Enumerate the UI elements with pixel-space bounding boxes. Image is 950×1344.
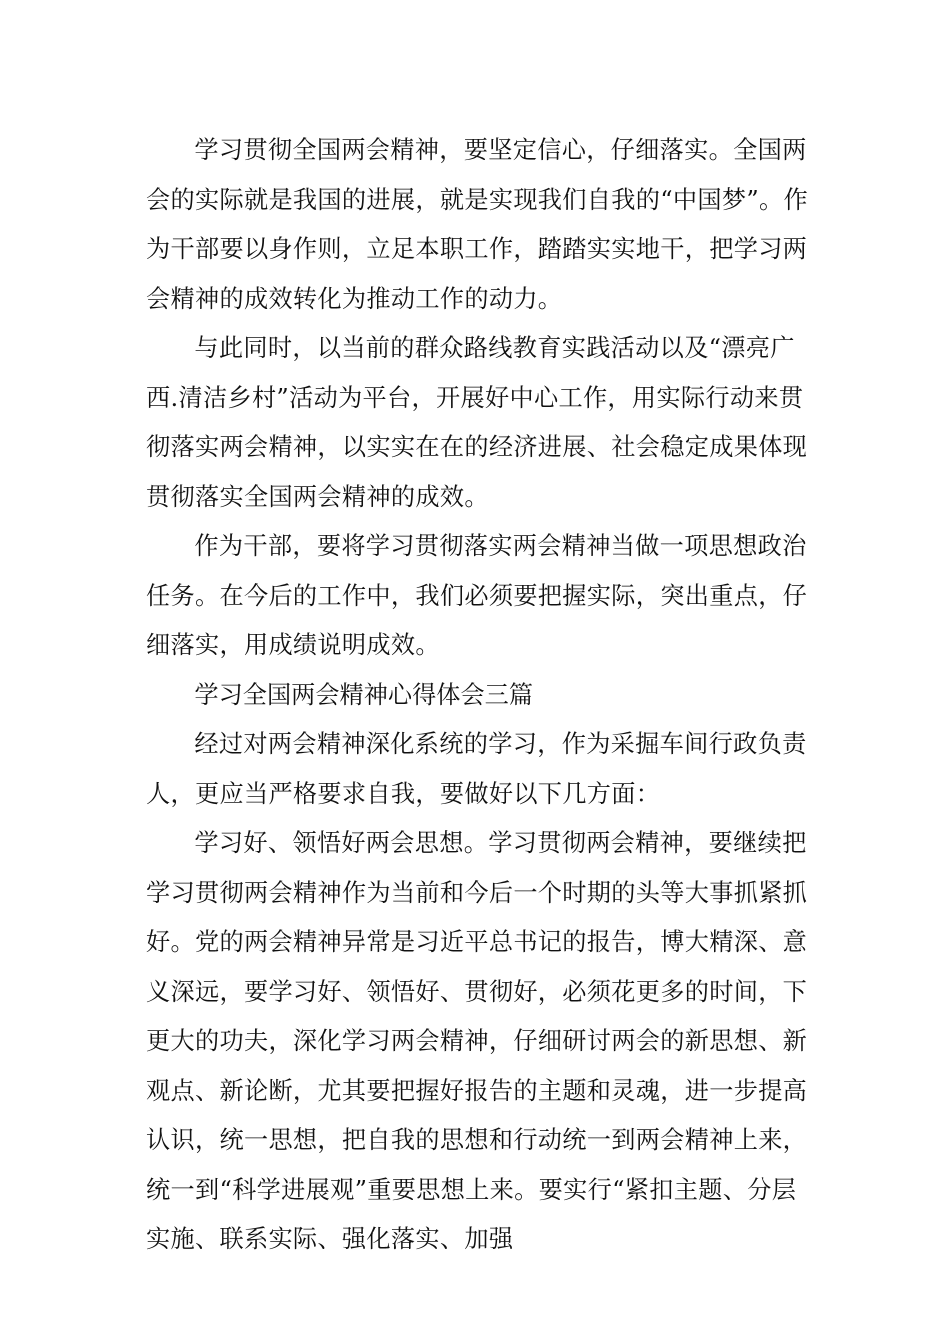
paragraph-4: 经过对两会精神深化系统的学习，作为采掘车间行政负责人，更应当严格要求自我，要做好以下几方面： — [146, 730, 807, 808]
paragraph-5: 学习好、领悟好两会思想。学习贯彻两会精神，要继续把学习贯彻两会精神作为当前和今后一个时期的头等大事抓紧抓好。党的两会精神异常是习近平总书记的报告，博大精深、意义深远，要学习好、领悟好、贯彻好，必须花更多的时间，下更大的功夫，深化学习两会精神，仔细研讨两会的新思想、新观点、新论断，尤其要把握好报告的主题和灵魂，进一步提高认识，统一思想，把自我的思想和行动统一到两会精神上来，统一到“科学进展观”重要思想上来。要实行“紧扣主题、分层实施、联系实际、强化落实、加强 — [146, 829, 808, 1253]
paragraph-1: 学习贯彻全国两会精神，要坚定信心，仔细落实。全国两会的实际就是我国的进展，就是实现我们自我的“中国梦”。作为干部要以身作则，立足本职工作，踏踏实实地干，把学习两会精神的成效转化为推动工作的动力。 — [146, 136, 809, 313]
paragraph-3: 作为干部，要将学习贯彻落实两会精神当做一项思想政治任务。在今后的工作中，我们必须要把握实际，突出重点，仔细落实，用成绩说明成效。 — [146, 532, 808, 659]
section-heading: 学习全国两会精神心得体会三篇 — [194, 680, 534, 709]
document-body — [146, 126, 816, 1265]
paragraph-2: 与此同时，以当前的群众路线教育实践活动以及“漂亮广西.清洁乡村”活动为平台，开展好中心工作，用实际行动来贯彻落实两会精神，以实实在在的经济进展、社会稳定成果体现贯彻落实全国两会精神的成效。 — [146, 334, 808, 511]
